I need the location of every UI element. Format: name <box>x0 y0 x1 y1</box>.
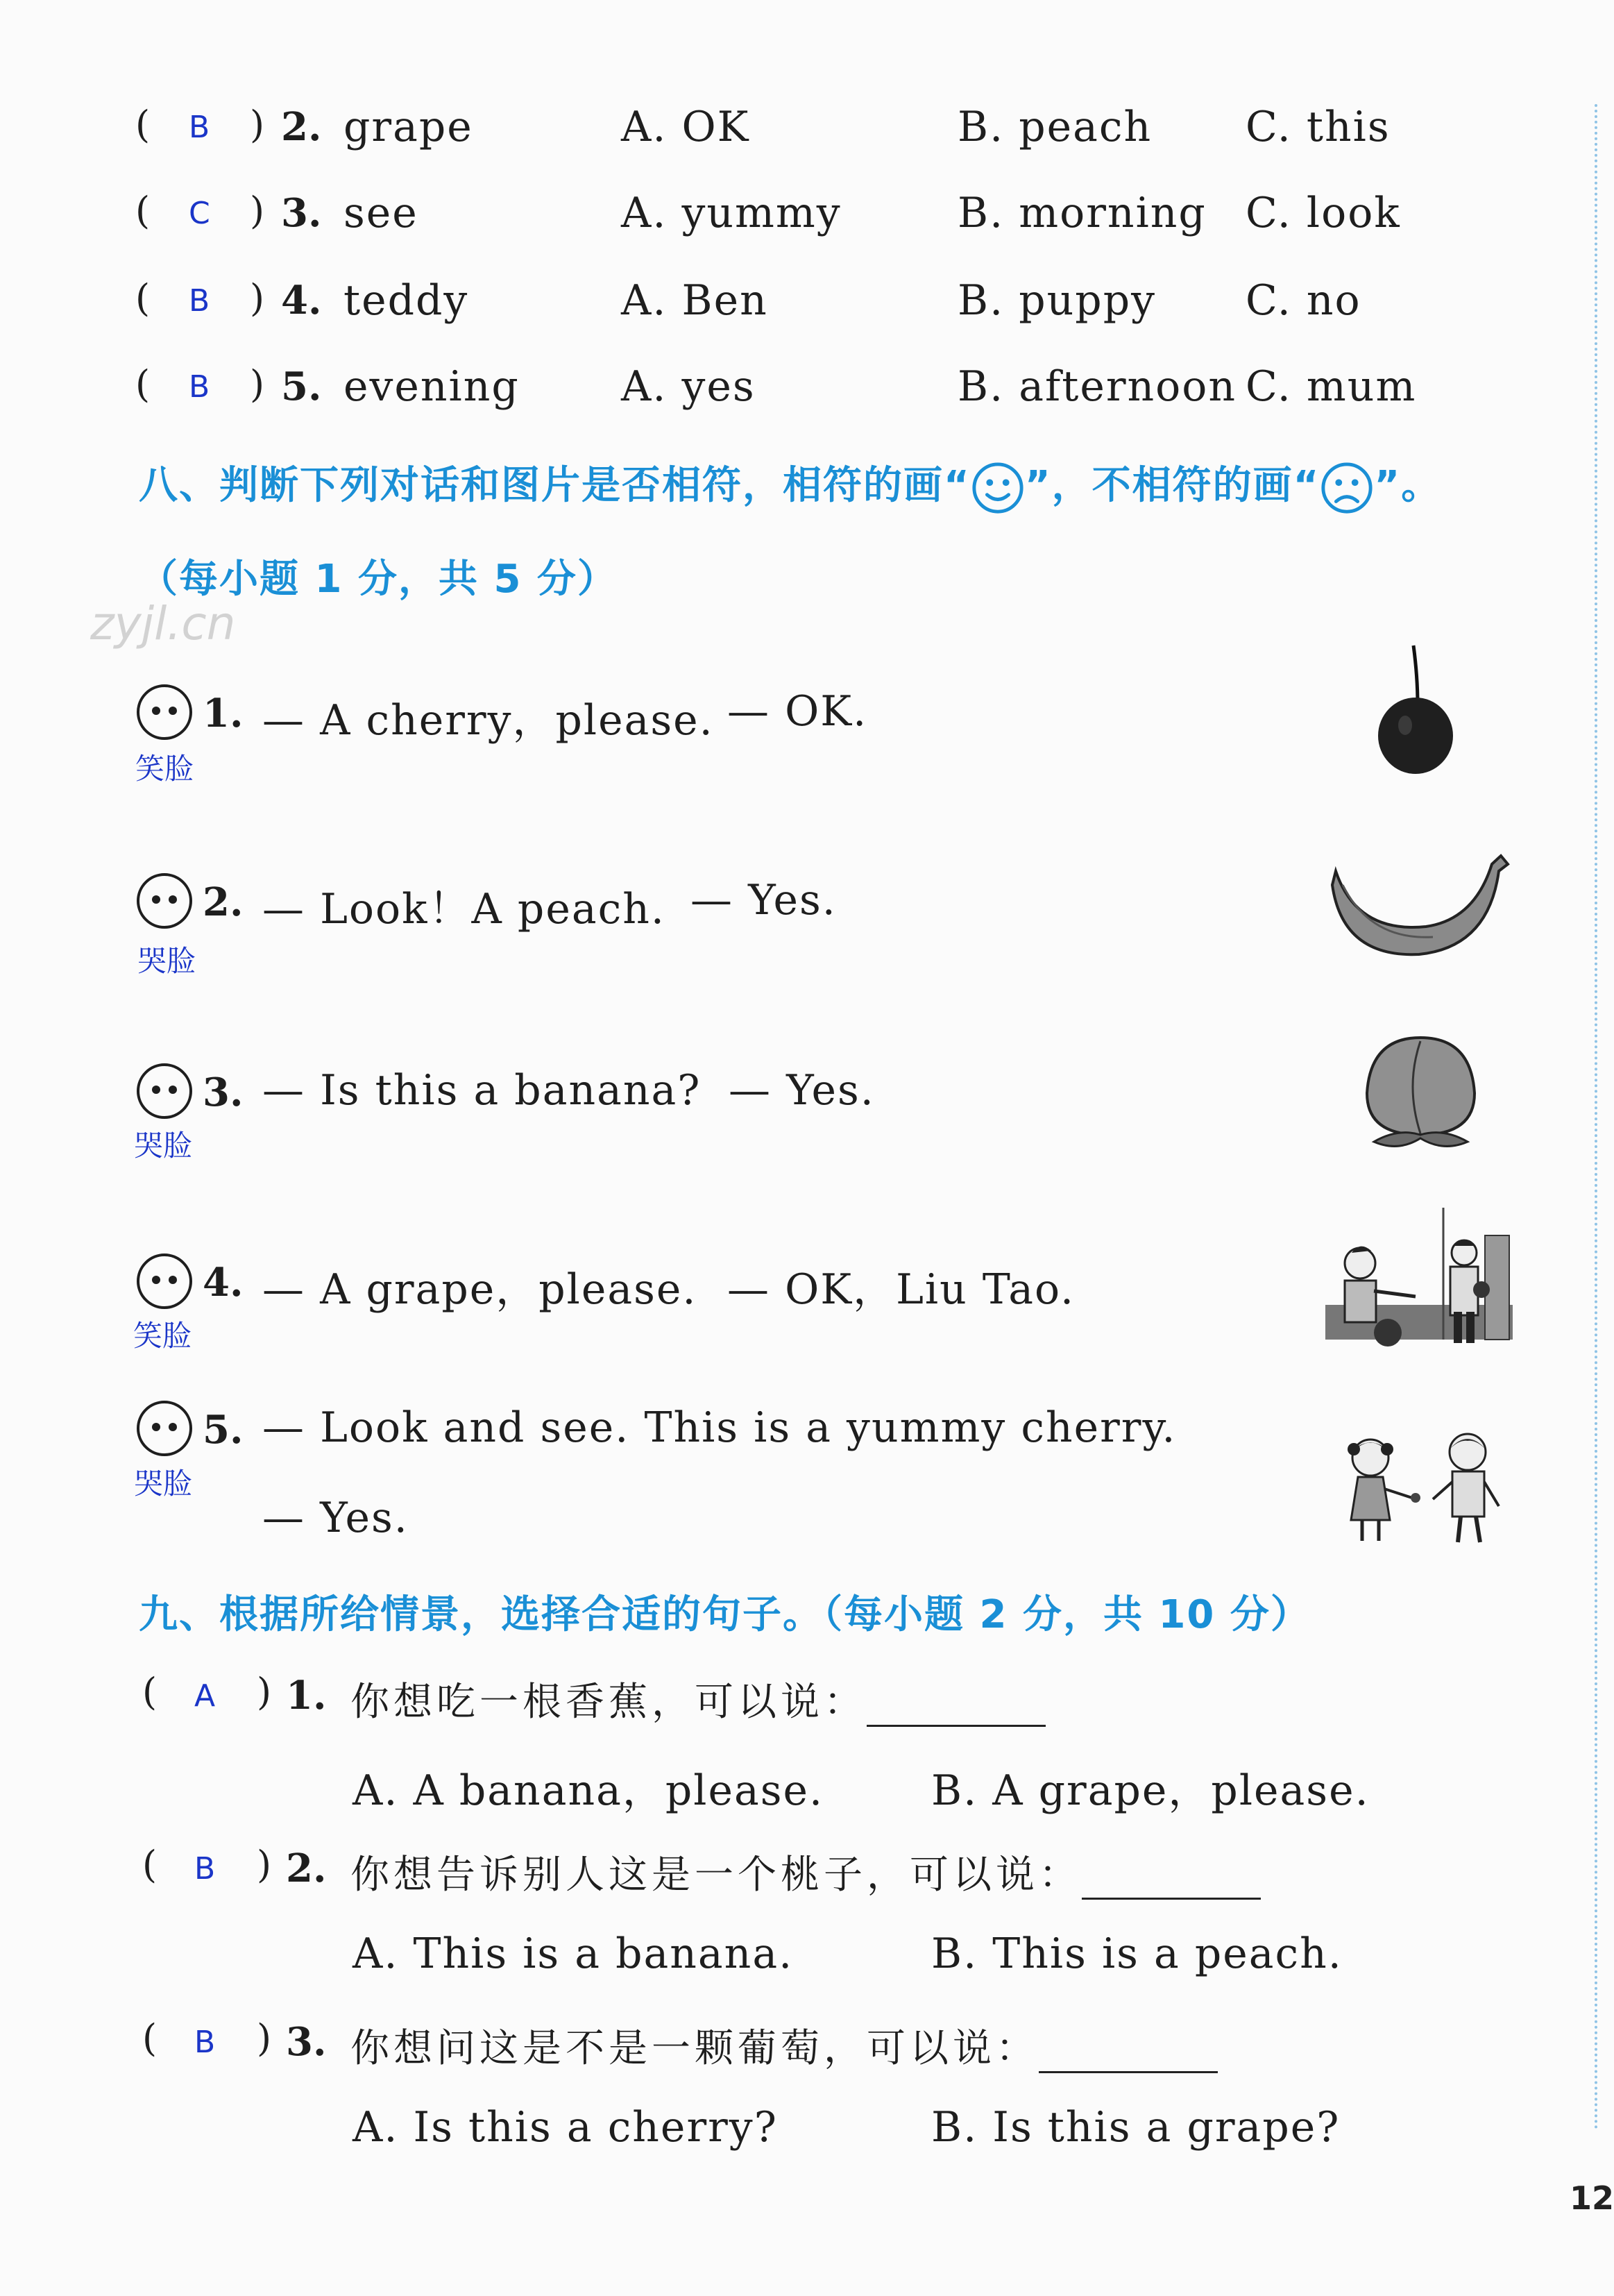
answer-note: 笑脸 <box>135 752 194 786</box>
paren-open: ( <box>135 276 151 320</box>
answer-blank <box>1082 1865 1261 1900</box>
dialog-line-2: — OK. <box>727 687 868 736</box>
paren-open: ( <box>142 1670 158 1714</box>
option-a: A. yummy <box>621 189 842 237</box>
face-circle-icon <box>135 1252 194 1310</box>
face-circle-icon <box>135 872 194 930</box>
dialog-line-1: — Look！A peach. <box>262 885 665 934</box>
item-number: 2. <box>203 879 244 925</box>
dialog-line-1: — Look and see. This is a yummy cherry. <box>262 1403 1177 1452</box>
paren-close: ) <box>257 2016 272 2060</box>
answer: B <box>189 283 210 319</box>
cherry-picture <box>1370 642 1461 781</box>
item-number: 4. <box>203 1260 244 1306</box>
watermark: zyjl.cn <box>90 597 236 650</box>
answer: B <box>189 369 210 405</box>
section8-heading <box>139 455 1441 515</box>
option-c: C. this <box>1246 103 1391 151</box>
item-number: 3. <box>203 1070 244 1115</box>
option-c: C. look <box>1246 189 1401 237</box>
section8-score: （每小题 1 分，共 5 分） <box>139 557 618 602</box>
option-b: B. morning <box>958 189 1207 237</box>
heading-text-1: 八、判断下列对话和图片是否相符，相符的画“ <box>139 463 971 508</box>
face-circle-icon <box>135 1399 194 1458</box>
question-number: 4. <box>281 278 322 323</box>
heading-text-3: ”。 <box>1374 463 1442 508</box>
paren-open: ( <box>135 103 151 146</box>
dialog-line-1: — Is this a banana? <box>262 1066 702 1115</box>
option-a: A. Is this a cherry? <box>352 2103 778 2152</box>
page-number: 12 <box>1570 2179 1614 2217</box>
word: grape <box>343 103 473 151</box>
answer: B <box>189 110 210 145</box>
sad-face-icon <box>1320 461 1374 515</box>
answer-blank <box>867 1692 1046 1727</box>
answer: A <box>194 1678 216 1714</box>
question-prompt <box>350 2018 1218 2073</box>
option-b: B. puppy <box>958 276 1156 325</box>
option-c: C. mum <box>1246 362 1417 411</box>
smiley-face-icon <box>971 461 1025 515</box>
question-prompt <box>350 1671 1046 1727</box>
answer-note: 哭脸 <box>137 944 196 978</box>
option-b: B. A grape，please. <box>931 1766 1370 1815</box>
option-b: B. Is this a grape? <box>931 2103 1341 2152</box>
answer-note: 笑脸 <box>133 1319 192 1353</box>
option-a: A. This is a banana. <box>352 1930 794 1978</box>
paren-close: ) <box>250 362 265 406</box>
paren-close: ) <box>250 103 265 146</box>
dialog-line-2: — Yes. <box>690 876 837 925</box>
face-circle-icon <box>135 1062 194 1120</box>
option-b: B. peach <box>958 103 1153 151</box>
paren-close: ) <box>250 276 265 320</box>
option-c: C. no <box>1246 276 1361 325</box>
dialog-line-2: — Yes. <box>729 1066 875 1115</box>
dialog-line-1: — A grape，please. <box>262 1265 697 1314</box>
question-number: 1. <box>286 1673 327 1719</box>
paren-open: ( <box>135 189 151 233</box>
dialog-line-2: — OK，Liu Tao. <box>727 1265 1076 1314</box>
dialog-line-1: — A cherry，please. <box>262 696 714 745</box>
option-a: A. Ben <box>621 276 768 325</box>
option-b: B. afternoon <box>958 362 1237 411</box>
paren-close: ) <box>250 189 265 233</box>
question-prompt <box>350 1844 1261 1900</box>
answer: B <box>194 2025 216 2060</box>
answer-note: 哭脸 <box>134 1467 193 1501</box>
answer: B <box>194 1851 216 1886</box>
word: teddy <box>343 276 469 325</box>
option-b: B. This is a peach. <box>931 1930 1343 1978</box>
face-circle-icon <box>135 683 194 741</box>
question-number: 5. <box>281 364 322 410</box>
item-number: 1. <box>203 691 244 736</box>
two-kids-picture <box>1329 1423 1516 1548</box>
shop-scene-picture <box>1325 1208 1513 1353</box>
paren-close: ) <box>257 1843 272 1886</box>
question-number: 2. <box>281 104 322 150</box>
prompt-text: 你想问这是不是一颗葡萄，可以说： <box>350 2026 1039 2071</box>
paren-open: ( <box>142 1843 158 1886</box>
paren-open: ( <box>142 2016 158 2060</box>
peach-picture <box>1357 1024 1485 1152</box>
heading-text-2: ”，不相符的画“ <box>1024 463 1320 508</box>
prompt-text: 你想告诉别人这是一个桃子，可以说： <box>350 1852 1082 1898</box>
question-number: 2. <box>286 1846 327 1891</box>
option-a: A. A banana，please. <box>352 1766 824 1815</box>
answer-note: 哭脸 <box>134 1129 193 1163</box>
prompt-text: 你想吃一根香蕉，可以说： <box>350 1680 867 1725</box>
option-a: A. OK <box>621 103 750 151</box>
section9-heading: 九、根据所给情景，选择合适的句子。（每小题 2 分，共 10 分） <box>139 1592 1311 1637</box>
item-number: 5. <box>203 1407 244 1453</box>
question-number: 3. <box>281 190 322 236</box>
question-number: 3. <box>286 2019 327 2065</box>
word: evening <box>343 362 520 411</box>
answer-blank <box>1039 2038 1218 2073</box>
word: see <box>343 189 418 237</box>
dialog-line-2: — Yes. <box>262 1494 409 1542</box>
option-a: A. yes <box>621 362 756 411</box>
banana-picture <box>1329 843 1509 961</box>
paren-open: ( <box>135 362 151 406</box>
answer: C <box>189 196 210 231</box>
margin-dotted-line <box>1595 104 1597 2131</box>
paren-close: ) <box>257 1670 272 1714</box>
